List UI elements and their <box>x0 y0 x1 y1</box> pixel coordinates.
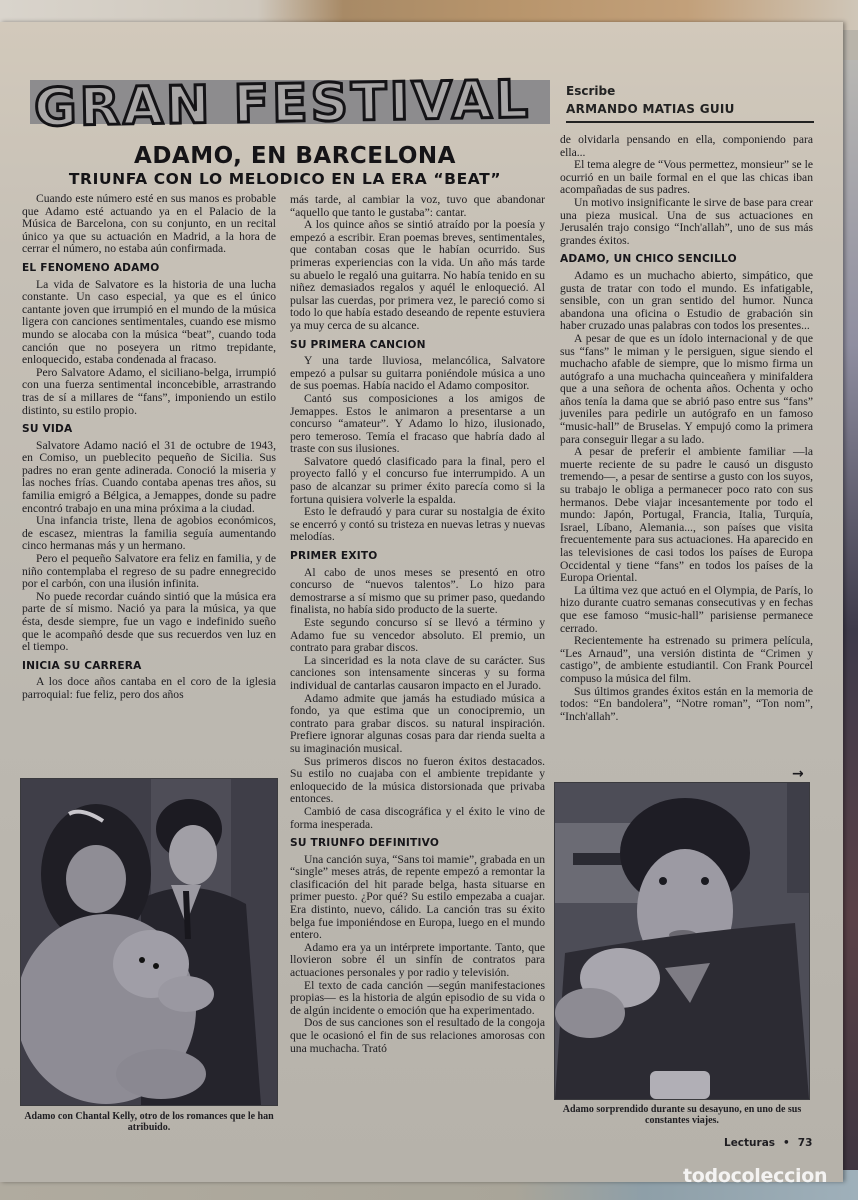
photo-caption-1: Adamo con Chantal Kelly, otro de los romances que le han atribuido. <box>24 1111 274 1133</box>
magazine-name: Lecturas <box>724 1137 776 1149</box>
paragraph: Al cabo de unos meses se presentó en otro concurso de “nuevos talentos”. Lo hizo para demostrarse a sí mismo que su primer paso, quedando finalista, no había sido producto de la suerte. <box>290 565 545 617</box>
section-heading: SU PRIMERA CANCION <box>290 338 426 351</box>
paragraph: Pero el pequeño Salvatore era feliz en familia, y de niño contemplaba el regreso de su padre ennegrecido por el carbón, con una ilusión infinita. <box>22 552 276 591</box>
paragraph: Dos de sus canciones son el resultado de la congoja que le ocasionó el fin de sus relaciones amorosas con una muchacha. Trató <box>290 1016 545 1055</box>
paragraph: A pesar de preferir el ambiente familiar —la muerte reciente de su padre le causó un disgusto tremendo—, a pesar de sentirse a gusto con los suyos, su trabajo le obliga a permanecer poco rato con sus hermanos. Debe viajar incesantemente por todo el mundo: Japón, Portugal, Francia, Italia, Turquía, Israel, Líbano, Alemania..., son países que visita frecuentemente para sus actuaciones. Ha aparecido en las televisiones de casi todos los países de Europa Occidental y tiene “fans” en todos los países de la Europa Oriental. <box>560 445 813 585</box>
photo-illustration <box>21 779 277 1105</box>
paragraph: Una canción suya, “Sans toi mamie”, grabada en un “single” meses atrás, de repente empezó a remontar la clasificación del hit parade belga, hasta situarse en primer puesto. ¿Por qué? Su estilo empezaba a cuajar. Era distinto, nuevo, cálido. La canción tras su éxito belga fue imponiéndose en Europa, luego en el mundo entero. <box>290 852 545 942</box>
paragraph: Una infancia triste, llena de agobios económicos, de escasez, mientras la familia seguía aumentando cinco hermanas más y un hermano. <box>22 514 276 553</box>
section-heading: PRIMER EXITO <box>290 550 378 563</box>
paragraph: Cuando este número esté en sus manos es probable que Adamo esté actuando ya en el Palacio de la Música de Barcelona, con su conjunto, en un recital único ya que su actuación en Madrid, a la hora de cerrar el número, no estaba aún confirmada. <box>22 192 276 256</box>
paragraph: Adamo era ya un intérprete importante. Tanto, que llovieron sobre él un sinfín de contratos para actuaciones personales y por radio y televisión. <box>290 940 545 980</box>
paragraph: La última vez que actuó en el Olympia, de París, lo hizo durante cuatro semanas consecutivas y en fechas que ese famoso “music-hall” parisiense permanece cerrado. <box>560 583 813 635</box>
headline: ADAMO, EN BARCELONA <box>134 143 456 169</box>
page-number: 73 <box>797 1137 813 1149</box>
paragraph: Sus primeros discos no fueron éxitos destacados. Su estilo no cuajaba con el ambiente trepidante y enloquecido de la música distorsionada que privaba entonces. <box>290 754 545 806</box>
paragraph: No puede recordar cuándo sintió que la música era parte de sí mismo. Nació ya para la música, ya que ésta, desde siempre, fue un vago e indefinido sueño que le acompañó desde que sus recuerdos ven luz en el tiempo. <box>22 589 276 654</box>
photo-adamo-breakfast <box>554 782 810 1100</box>
paragraph: Salvatore Adamo nació el 31 de octubre de 1943, en Comiso, un pueblecito pequeño de Sicilia. Sus padres no eran gente adinerada. Conoció la miseria y las noches frías. Cuando contaba apenas tres años, su familia emigró a Bélgica, a Jemappes, donde su padre encontró trabajo en una mina próxima a la ciudad. <box>22 438 276 515</box>
section-title: GRAN FESTIVAL <box>33 69 532 139</box>
paragraph: Sus últimos grandes éxitos están en la memoria de todos: “En bandolera”, “Notre roman”, “Ton nom”, “Inch'allah”. <box>560 684 813 723</box>
bullet-icon: • <box>783 1137 790 1149</box>
paragraph: Adamo admite que jamás ha estudiado música a fondo, ya que estima que un conocipremio, un contrato para grabar discos. su natural inspiración. Prefiere ignorar algunas cosas para dar rienda suelta a su imaginación musical. <box>290 691 545 755</box>
paragraph: El tema alegre de “Vous permettez, monsieur” se le ocurrió en un baile formal en el que las chicas iban acompañadas de sus padres. <box>560 158 813 197</box>
continue-arrow-icon: → <box>792 766 804 782</box>
article-column-1 <box>22 193 276 702</box>
byline-divider <box>566 121 814 123</box>
watermark: todocoleccion <box>683 1165 828 1187</box>
paragraph: Esto le defraudó y para curar su nostalgia de éxito se encerró y contó su tristeza en nuevas letras y nuevas melodías. <box>290 505 545 544</box>
paragraph: El texto de cada canción —según manifestaciones propias— es la historia de algún episodio de su vida o de algún incidente o emoción que ha experimentado. <box>290 978 545 1017</box>
photo-adamo-chantal-kelly <box>20 778 278 1106</box>
paragraph: A los doce años cantaba en el coro de la iglesia parroquial: fue feliz, pero dos años <box>22 675 276 701</box>
paragraph: Cantó sus composiciones a los amigos de Jemappes. Estos le animaron a presentarse a un concurso “amateur”. Y Adamo lo hizo, ilusionado, pero temeroso. Temía el fracaso que habría dado al traste con sus ilusiones. <box>290 391 545 456</box>
byline-label: Escribe <box>566 84 616 98</box>
subheadline: TRIUNFA CON LO MELODICO EN LA ERA “BEAT” <box>68 170 502 188</box>
section-heading: INICIA SU CARRERA <box>22 659 142 672</box>
paragraph: Cambió de casa discográfica y el éxito le vino de forma inesperada. <box>290 804 545 831</box>
photo-illustration <box>555 783 809 1099</box>
paragraph: La vida de Salvatore es la historia de una lucha constante. Un caso especial, ya que es el único cantante joven que irrumpió en el mundo de la música ligera con canciones sentimentales, cuando ese mismo mundo se alocaba con la música “beat”, cuando toda canción que no poseyera un ritmo trepidante, enloquecido, estaba condenada al fracaso. <box>22 277 276 367</box>
article-column-3 <box>560 134 813 723</box>
paragraph: Recientemente ha estrenado su primera película, “Les Arnaud”, una versión distinta de “Crimen y castigo”, de ambiente estudiantil. Con Frank Pourcel compuso la música del film. <box>560 634 813 685</box>
article-column-2 <box>290 194 545 1055</box>
paragraph: Este segundo concurso sí se llevó a término y Adamo fue su vencedor absoluto. El premio, un contrato para grabar discos. <box>290 616 545 655</box>
paragraph: Pero Salvatore Adamo, el siciliano-belga, irrumpió con una fuerza sentimental inconcebible, arrastrando tras de sí a millares de “fans”, imponiendo un estilo distinto, su estilo propio. <box>22 365 276 417</box>
paragraph: A los quince años se sintió atraído por la poesía y empezó a escribir. Eran poemas breves, sentimentales, que contaban cosas que le habían ocurrido. Sus primeras experiencias con la vida. Un año más tarde su abuelo le regaló una guitarra. No había tenido en su niñez demasiados regalos y aquél le enloqueció. Al pulsar las cuerdas, por primera vez, le pareció como si todo lo que había estado deseando de repente estuviera ya muy cerca de su alcance. <box>290 218 545 332</box>
paragraph: A pesar de que es un ídolo internacional y de que sus “fans” le miman y le persiguen, sigue siendo el muchacho afable de siempre, que lo mismo firma un autógrafo a una muchacha quinceañera y minifaldera que a una señora de ochenta años. Ochenta y ocho años tenía la dama que se abrió paso entre sus “fans” juveniles para pedirle un autógrafo en un famoso “music-hall” de Bruselas. Y empujó como la primera para conseguir llegar a su lado. <box>560 331 813 446</box>
section-heading: ADAMO, UN CHICO SENCILLO <box>560 253 737 266</box>
page-footer <box>724 1137 812 1149</box>
paragraph: más tarde, al cambiar la voz, tuvo que abandonar “aquello que tanto le gustaba”: cantar. <box>290 193 545 219</box>
paragraph: Un motivo insignificante le sirve de base para crear una pieza musical. Una de sus actuaciones en Jerusalén trajo consigo “Inch'allah”, uno de sus más grandes éxitos. <box>560 195 813 247</box>
section-heading: SU TRIUNFO DEFINITIVO <box>290 837 440 850</box>
paragraph: Y una tarde lluviosa, melancólica, Salvatore empezó a pulsar su guitarra poniéndole música a uno de sus poemas. Había nacido el Adamo compositor. <box>290 354 545 393</box>
paragraph: Adamo es un muchacho abierto, simpático, que gusta de tratar con todo el mundo. Es infatigable, sensible, con un gran sentido del humor. Nunca abandona una oficina o Estudio de grabación sin haber cruzado unas palabras con todos los presentes... <box>560 268 813 333</box>
paragraph: de olvidarla pensando en ella, componiendo para ella... <box>560 133 813 159</box>
paragraph: La sinceridad es la nota clave de su carácter. Sus canciones son intensamente sinceras y su forma individual de cantarlas causaron impacto en el Jurado. <box>290 653 545 692</box>
photo-caption-2: Adamo sorprendido durante su desayuno, en uno de sus constantes viajes. <box>562 1104 802 1126</box>
section-heading: SU VIDA <box>22 423 73 436</box>
paragraph: Salvatore quedó clasificado para la final, pero el proyecto falló y el concurso fue interrumpido. A un paso de alcanzar su primer éxito parecía como si la fortuna quisiera volverle la espalda. <box>290 454 545 506</box>
section-heading: EL FENOMENO ADAMO <box>22 261 160 274</box>
byline-author: ARMANDO MATIAS GUIU <box>566 102 735 116</box>
